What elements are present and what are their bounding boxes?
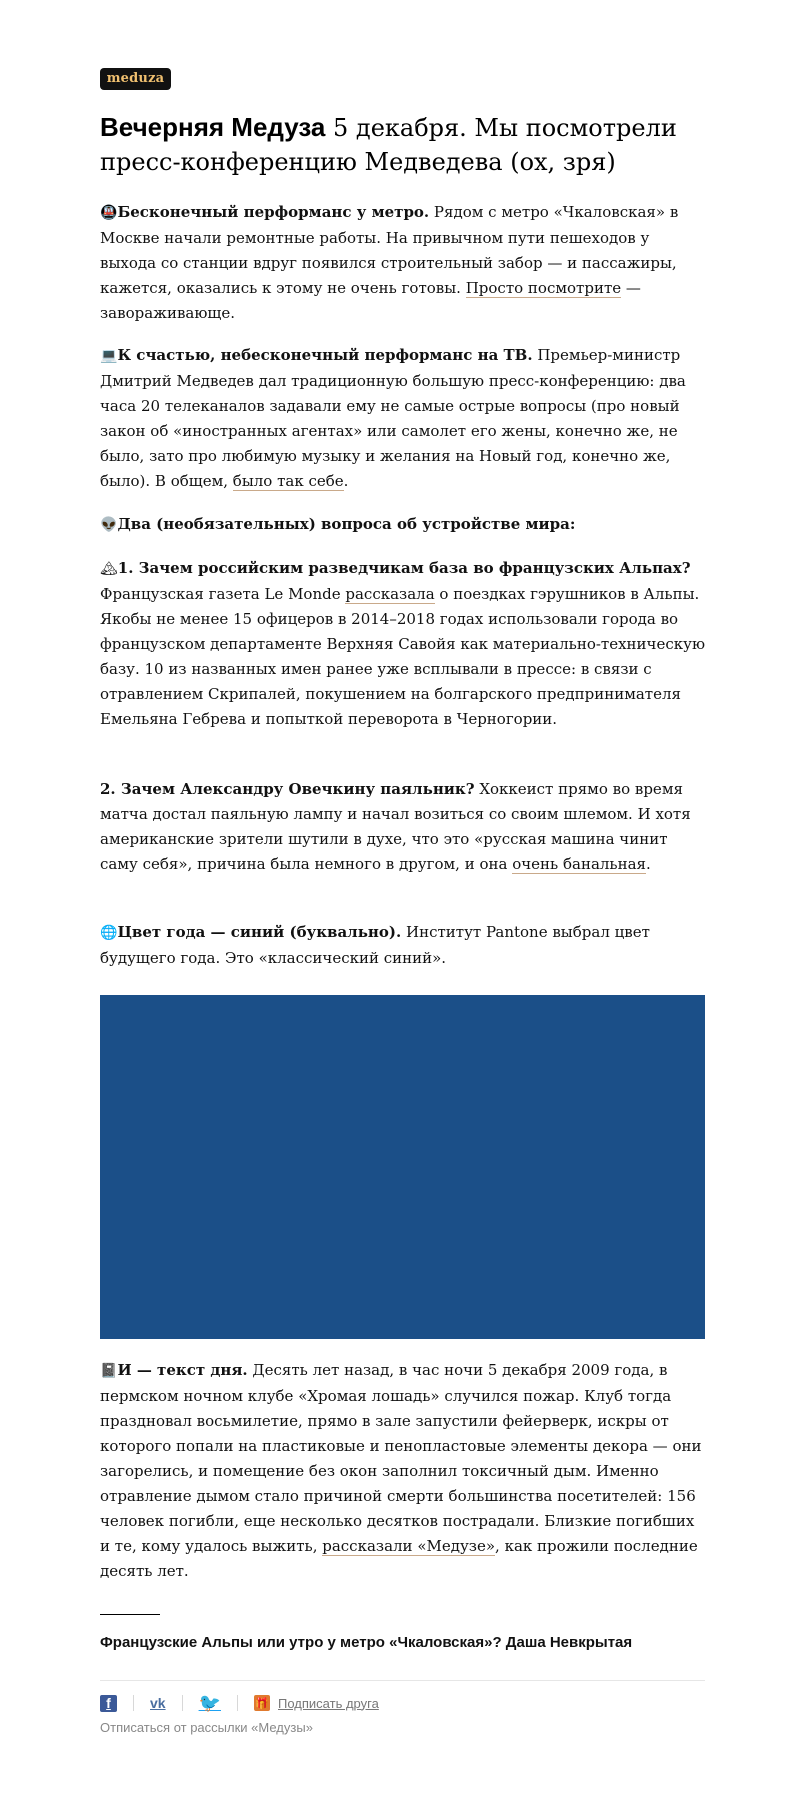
paragraph-text: Хоккеист прямо во время матча достал паяльную лампу и начал возиться со своим шлемом. И хотя американские зрители шутили в духе, что это «русская машина чинит саму себя», причина была немного в другом, и она [100,780,691,873]
metro-icon: 🚇 [100,205,118,221]
paragraph-lead: 2. Зачем Александру Овечкину паяльник? [100,780,475,798]
divider [237,1695,238,1711]
twitter-icon[interactable]: 🐦 [198,1692,221,1713]
meduza-logo[interactable]: meduza [100,68,171,90]
paragraph-lead: К счастью, небесконечный перформанс на ТВ. [117,346,533,364]
headline-brand: Вечерняя Медуза [100,112,326,142]
divider [100,1614,160,1615]
paragraph-tail: , как прожили последние десять лет. [100,1537,698,1580]
headline-text: 5 декабря. Мы посмотрели пресс-конференцию Медведева (ох, зря) [100,114,677,176]
paragraph-text: Десять лет назад, в час ночи 5 декабря 2009 года, в пермском ночном клубе «Хромая лошадь» случился пожар. Клуб тогда праздновал восьмилетие, прямо в зале запустили фейерверк, искры от которого попали на пластиковые и пенопластовые элементы декора — они загорелись, и помещение без окон заполнил токсичный дым. Именно отравление дымом стало причиной смерти большинства посетителей: 156 человек погибли, еще несколько десятков пострадали. Близкие погибших и те, кому удалось выжить, [100,1361,702,1555]
paragraph-text: Институт Pantone выбрал цвет будущего года. Это «классический синий». [100,923,650,967]
gift-icon: 🎁 [254,1695,270,1711]
paragraph-tail: . [646,855,651,873]
paragraph-tail: — завораживающе. [100,279,641,322]
le-monde-link[interactable]: рассказала [345,585,435,603]
mountain-icon: 🏔 [100,561,118,577]
paragraph-lead: Два (необязательных) вопроса об устройстве мира: [117,515,576,533]
page-title [100,110,705,179]
divider [182,1695,183,1711]
social-bar [100,1692,705,1714]
paragraph-text: Премьер-министр Дмитрий Медведев дал традиционную большую пресс-конференцию: два часа 20 телеканалов задавали ему не самые острые вопросы (про новый закон об «иностранных агентах» или самолет его жены, конечно же, не было, зато про любимую музыку и желания на Новый год, конечно же, было). В общем, [100,346,686,490]
classic-blue-swatch [100,995,705,1339]
notebook-icon: 📓 [100,1363,118,1379]
unsubscribe-link[interactable]: Отписаться от рассылки «Медузы» [100,1720,313,1735]
paragraph-lead: 1. Зачем российским разведчикам база во французских Альпах? [117,559,691,577]
paragraph-tv [100,343,705,494]
paragraph-text-of-day [100,1358,705,1584]
divider [133,1695,134,1711]
paragraph-tail: о поездках гэрушников в Альпы. Якобы не менее 15 офицеров в 2014–2018 годах использовали города во французском департаменте Верхняя Савойя как материально-техническую базу. 10 из названных имен ранее уже всплывали в прессе: в связи с отравлением Скрипалей, покушением на болгарского предпринимателя Емельяна Гебрева и попыткой переворота в Черногории. [100,585,706,728]
vk-icon[interactable]: vk [150,1695,166,1711]
globe-icon: 🌐 [100,925,118,941]
press-conference-link[interactable]: было так себе [232,472,344,490]
paragraph-text: Рядом с метро «Чкаловская» в Москве начали ремонтные работы. На привычном пути пешеходов у выхода со станции вдруг появился строительный забор — и пассажиры, кажется, оказались к этому не очень готовы. [100,203,679,297]
facebook-icon[interactable]: f [100,1695,117,1712]
watch-video-link[interactable]: Просто посмотрите [465,279,622,297]
paragraph-questions [100,512,705,538]
paragraph-tail: . [343,472,349,490]
paragraph-lead: Цвет года — синий (буквально). [117,923,402,941]
paragraph-lead: И — текст дня. [117,1361,248,1379]
footer-title: Французские Альпы или утро у метро «Чкаловская»? Даша Невкрытая [100,1634,633,1651]
subscribe-friend-link[interactable]: Подписать друга [278,1695,379,1711]
paragraph-alps [100,556,705,732]
paragraph-color-of-year [100,920,705,971]
alien-icon: 👽 [100,517,118,533]
divider [100,1680,705,1681]
tv-icon: 💻 [100,348,118,364]
paragraph-text: Французская газета Le Monde [100,585,346,603]
paragraph-lead: Бесконечный перформанс у метро. [117,203,430,221]
meduza-story-link[interactable]: рассказали «Медузе» [322,1537,496,1555]
paragraph-ovechkin [100,777,705,877]
paragraph-metro [100,200,705,326]
banal-reason-link[interactable]: очень банальная [512,855,647,873]
